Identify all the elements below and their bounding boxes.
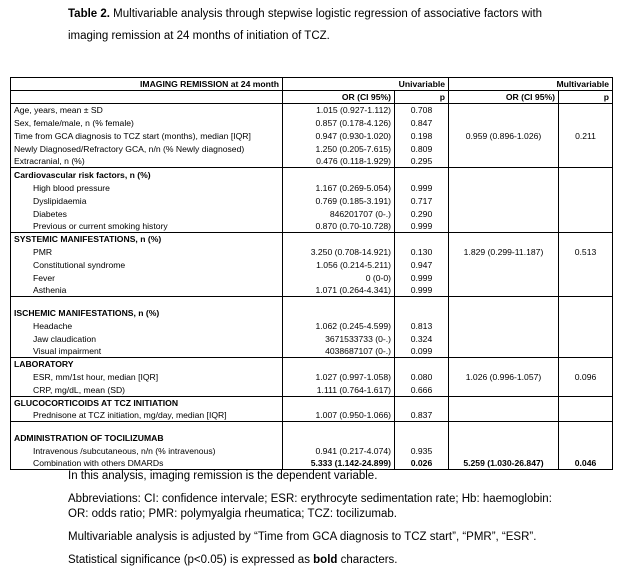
or-univariable-cell: 0.476 (0.118-1.929) <box>283 155 395 168</box>
footnote-significance: Statistical significance (p<0.05) is expressed as bold characters. <box>68 554 398 566</box>
row-label: Constitutional syndrome <box>33 260 126 271</box>
p-multivariable-cell: 0.513 <box>559 245 613 258</box>
footnotes <box>68 469 568 576</box>
table-row <box>11 345 613 358</box>
table-section <box>11 168 613 232</box>
spacer-row <box>11 422 613 431</box>
table-caption <box>68 3 562 47</box>
or-multivariable-cell <box>449 396 559 409</box>
footnote-abbreviations: Abbreviations: CI: confidence intervale; ESR: erythrocyte sedimentation rate; Hb: haemoglobin: OR: odds ratio; PMR: polymyalgia rheumatica; TCZ: tocilizumab. <box>68 493 552 520</box>
row-label: Extracranial, n (%) <box>14 156 85 167</box>
p-univariable-cell: 0.999 <box>395 220 449 233</box>
p-multivariable-cell: 0.046 <box>559 457 613 470</box>
row-label: Visual impairment <box>33 345 102 356</box>
p-univariable-cell <box>395 396 449 409</box>
p-univariable-cell <box>395 232 449 245</box>
p-univariable-cell: 0.324 <box>395 332 449 345</box>
p-univariable-cell: 0.198 <box>395 129 449 142</box>
table-row <box>11 457 613 470</box>
row-label: GLUCOCORTICOIDS AT TCZ INITIATION <box>14 397 179 408</box>
table-caption-text: Multivariable analysis through stepwise logistic regression of associative factors with imaging remission at 24 months of initiation of TCZ. <box>68 8 543 42</box>
or-univariable-cell: 3671533733 (0-.) <box>283 332 395 345</box>
table-row <box>11 116 613 129</box>
p-multivariable-cell <box>559 258 613 271</box>
or-multivariable-cell: 5.259 (1.030-26.847) <box>449 457 559 470</box>
row-label: ESR, mm/1st hour, median [IQR] <box>33 372 159 383</box>
table-row <box>11 332 613 345</box>
header-row-columns <box>11 91 613 104</box>
table-row <box>11 319 613 332</box>
p-multivariable-cell <box>559 116 613 129</box>
or-multivariable-cell <box>449 319 559 332</box>
or-multivariable-cell <box>449 142 559 155</box>
row-label: Intravenous /subcutaneous, n/n (% intravenous) <box>33 445 216 456</box>
or-univariable-cell: 0.769 (0.185-3.191) <box>283 194 395 207</box>
or-univariable-cell <box>283 232 395 245</box>
or-multivariable-cell <box>449 168 559 181</box>
results-table <box>10 77 613 470</box>
section-header-row <box>11 232 613 245</box>
p-univariable-cell: 0.947 <box>395 258 449 271</box>
p-multivariable-cell <box>559 444 613 457</box>
p-multivariable-cell <box>559 306 613 319</box>
or-multivariable-cell: 0.959 (0.896-1.026) <box>449 129 559 142</box>
row-label: Prednisone at TCZ initiation, mg/day, median [IQR] <box>33 410 227 421</box>
p-multivariable-cell <box>559 396 613 409</box>
or-multivariable-cell <box>449 220 559 233</box>
or-multivariable-cell <box>449 104 559 117</box>
p-multivariable-cell <box>559 431 613 444</box>
footnote-dependent-variable: In this analysis, imaging remission is the dependent variable. <box>68 470 378 482</box>
or-multivariable-cell <box>449 207 559 220</box>
or-univariable-cell: 3.250 (0.708-14.921) <box>283 245 395 258</box>
p-multivariable-cell: 0.211 <box>559 129 613 142</box>
p-multivariable-cell: 0.096 <box>559 370 613 383</box>
section-header-row <box>11 168 613 181</box>
table-row <box>11 181 613 194</box>
header-row-groups <box>11 78 613 91</box>
p-multivariable-cell <box>559 357 613 370</box>
p-multivariable-cell <box>559 409 613 422</box>
header-univariable: Univariable <box>283 78 449 91</box>
table-header <box>11 78 613 104</box>
or-multivariable-cell <box>449 345 559 358</box>
p-multivariable-cell <box>559 194 613 207</box>
or-univariable-cell: 4038687107 (0-.) <box>283 345 395 358</box>
or-univariable-cell: 0.870 (0.70-10.728) <box>283 220 395 233</box>
table-row <box>11 271 613 284</box>
or-multivariable-cell <box>449 258 559 271</box>
row-label: Combination with others DMARDs <box>33 458 164 469</box>
spacer-cell <box>395 297 449 306</box>
row-label: Age, years, mean ± SD <box>14 105 103 116</box>
row-label: Fever <box>33 272 55 283</box>
p-univariable-cell: 0.295 <box>395 155 449 168</box>
row-label: Dyslipidaemia <box>33 195 87 206</box>
row-label: Jaw claudication <box>33 333 97 344</box>
section-header-row <box>11 431 613 444</box>
header-or-univariable: OR (CI 95%) <box>283 91 395 104</box>
table-section <box>11 297 613 358</box>
spacer-cell <box>11 422 283 431</box>
p-univariable-cell: 0.999 <box>395 284 449 297</box>
p-univariable-cell: 0.935 <box>395 444 449 457</box>
or-univariable-cell <box>283 306 395 319</box>
p-univariable-cell: 0.290 <box>395 207 449 220</box>
table-row <box>11 383 613 396</box>
table-row <box>11 155 613 168</box>
spacer-cell <box>283 422 395 431</box>
table-section <box>11 104 613 168</box>
table-row <box>11 444 613 457</box>
header-multivariable: Multivariable <box>449 78 613 91</box>
table-row <box>11 129 613 142</box>
or-multivariable-cell: 1.026 (0.996-1.057) <box>449 370 559 383</box>
or-univariable-cell: 1.015 (0.927-1.112) <box>283 104 395 117</box>
or-univariable-cell: 1.027 (0.997-1.058) <box>283 370 395 383</box>
spacer-cell <box>559 422 613 431</box>
header-p-multivariable: p <box>559 91 613 104</box>
or-multivariable-cell <box>449 155 559 168</box>
or-univariable-cell: 0 (0-0) <box>283 271 395 284</box>
p-univariable-cell: 0.080 <box>395 370 449 383</box>
p-univariable-cell <box>395 431 449 444</box>
p-multivariable-cell <box>559 220 613 233</box>
p-multivariable-cell <box>559 155 613 168</box>
row-label: Previous or current smoking history <box>33 220 168 231</box>
table-row <box>11 409 613 422</box>
p-univariable-cell <box>395 306 449 319</box>
or-univariable-cell: 846201707 (0-.) <box>283 207 395 220</box>
p-multivariable-cell <box>559 383 613 396</box>
row-label: Newly Diagnosed/Refractory GCA, n/n (% Newly diagnosed) <box>14 144 245 155</box>
or-univariable-cell: 1.111 (0.764-1.617) <box>283 383 395 396</box>
or-multivariable-cell <box>449 306 559 319</box>
row-label: ADMINISTRATION OF TOCILIZUMAB <box>14 432 164 443</box>
p-univariable-cell: 0.999 <box>395 181 449 194</box>
table-section <box>11 396 613 422</box>
or-multivariable-cell <box>449 332 559 345</box>
section-header-row <box>11 396 613 409</box>
spacer-cell <box>449 297 559 306</box>
or-univariable-cell: 0.947 (0.930-1.020) <box>283 129 395 142</box>
or-univariable-cell: 5.333 (1.142-24.899) <box>283 457 395 470</box>
row-label: Time from GCA diagnosis to TCZ start (months), median [IQR] <box>14 131 251 142</box>
or-multivariable-cell <box>449 271 559 284</box>
p-multivariable-cell <box>559 319 613 332</box>
row-label: ISCHEMIC MANIFESTATIONS, n (%) <box>14 307 160 318</box>
p-univariable-cell: 0.026 <box>395 457 449 470</box>
table-row <box>11 104 613 117</box>
header-row-label: IMAGING REMISSION at 24 month <box>140 79 279 89</box>
table-row <box>11 207 613 220</box>
p-multivariable-cell <box>559 284 613 297</box>
p-univariable-cell: 0.999 <box>395 271 449 284</box>
p-multivariable-cell <box>559 104 613 117</box>
or-multivariable-cell <box>449 194 559 207</box>
p-univariable-cell <box>395 357 449 370</box>
table-row <box>11 284 613 297</box>
or-univariable-cell <box>283 431 395 444</box>
p-multivariable-cell <box>559 142 613 155</box>
or-univariable-cell: 1.007 (0.950-1.066) <box>283 409 395 422</box>
or-multivariable-cell <box>449 116 559 129</box>
row-label: Asthenia <box>33 285 67 296</box>
or-univariable-cell <box>283 168 395 181</box>
or-multivariable-cell <box>449 181 559 194</box>
or-univariable-cell: 0.941 (0.217-4.074) <box>283 444 395 457</box>
p-univariable-cell: 0.837 <box>395 409 449 422</box>
row-label: Diabetes <box>33 208 67 219</box>
table-caption-label: Table 2. <box>68 8 110 20</box>
row-label: Sex, female/male, n (% female) <box>14 118 134 129</box>
table-row <box>11 142 613 155</box>
footnote-adjustment: Multivariable analysis is adjusted by “Time from GCA diagnosis to TCZ start”, “PMR”, “ESR”. <box>68 531 537 543</box>
or-multivariable-cell <box>449 284 559 297</box>
spacer-cell <box>395 422 449 431</box>
spacer-cell <box>449 422 559 431</box>
row-label: Cardiovascular risk factors, n (%) <box>14 169 151 180</box>
or-univariable-cell: 0.857 (0.178-4.126) <box>283 116 395 129</box>
p-univariable-cell: 0.813 <box>395 319 449 332</box>
table-row <box>11 220 613 233</box>
p-multivariable-cell <box>559 332 613 345</box>
p-univariable-cell: 0.099 <box>395 345 449 358</box>
p-multivariable-cell <box>559 207 613 220</box>
or-univariable-cell: 1.062 (0.245-4.599) <box>283 319 395 332</box>
row-label: Headache <box>33 320 73 331</box>
or-multivariable-cell <box>449 444 559 457</box>
row-label: CRP, mg/dL, mean (SD) <box>33 384 126 395</box>
p-multivariable-cell <box>559 271 613 284</box>
section-header-row <box>11 357 613 370</box>
p-univariable-cell: 0.847 <box>395 116 449 129</box>
row-label: LABORATORY <box>14 359 74 370</box>
table-row <box>11 245 613 258</box>
spacer-cell <box>283 297 395 306</box>
section-header-row <box>11 306 613 319</box>
header-p-univariable: p <box>395 91 449 104</box>
p-univariable-cell: 0.130 <box>395 245 449 258</box>
p-multivariable-cell <box>559 168 613 181</box>
table-section <box>11 232 613 296</box>
or-multivariable-cell: 1.829 (0.299-11.187) <box>449 245 559 258</box>
table-section <box>11 357 613 396</box>
or-univariable-cell: 1.071 (0.264-4.341) <box>283 284 395 297</box>
p-multivariable-cell <box>559 345 613 358</box>
row-label: PMR <box>33 247 53 258</box>
row-label: High blood pressure <box>33 182 110 193</box>
header-or-multivariable: OR (CI 95%) <box>449 91 559 104</box>
p-multivariable-cell <box>559 181 613 194</box>
or-multivariable-cell <box>449 383 559 396</box>
table-row <box>11 370 613 383</box>
table-row <box>11 258 613 271</box>
spacer-cell <box>11 297 283 306</box>
spacer-row <box>11 297 613 306</box>
p-univariable-cell: 0.809 <box>395 142 449 155</box>
or-multivariable-cell <box>449 357 559 370</box>
or-multivariable-cell <box>449 232 559 245</box>
p-univariable-cell <box>395 168 449 181</box>
spacer-cell <box>559 297 613 306</box>
or-univariable-cell: 1.167 (0.269-5.054) <box>283 181 395 194</box>
p-univariable-cell: 0.717 <box>395 194 449 207</box>
or-univariable-cell <box>283 357 395 370</box>
or-multivariable-cell <box>449 431 559 444</box>
row-label: SYSTEMIC MANIFESTATIONS, n (%) <box>14 234 162 245</box>
table-row <box>11 194 613 207</box>
p-multivariable-cell <box>559 232 613 245</box>
or-univariable-cell: 1.250 (0.205-7.615) <box>283 142 395 155</box>
or-univariable-cell <box>283 396 395 409</box>
or-univariable-cell: 1.056 (0.214-5.211) <box>283 258 395 271</box>
p-univariable-cell: 0.666 <box>395 383 449 396</box>
table-section <box>11 422 613 470</box>
or-multivariable-cell <box>449 409 559 422</box>
p-univariable-cell: 0.708 <box>395 104 449 117</box>
header-empty-cell <box>11 91 283 104</box>
